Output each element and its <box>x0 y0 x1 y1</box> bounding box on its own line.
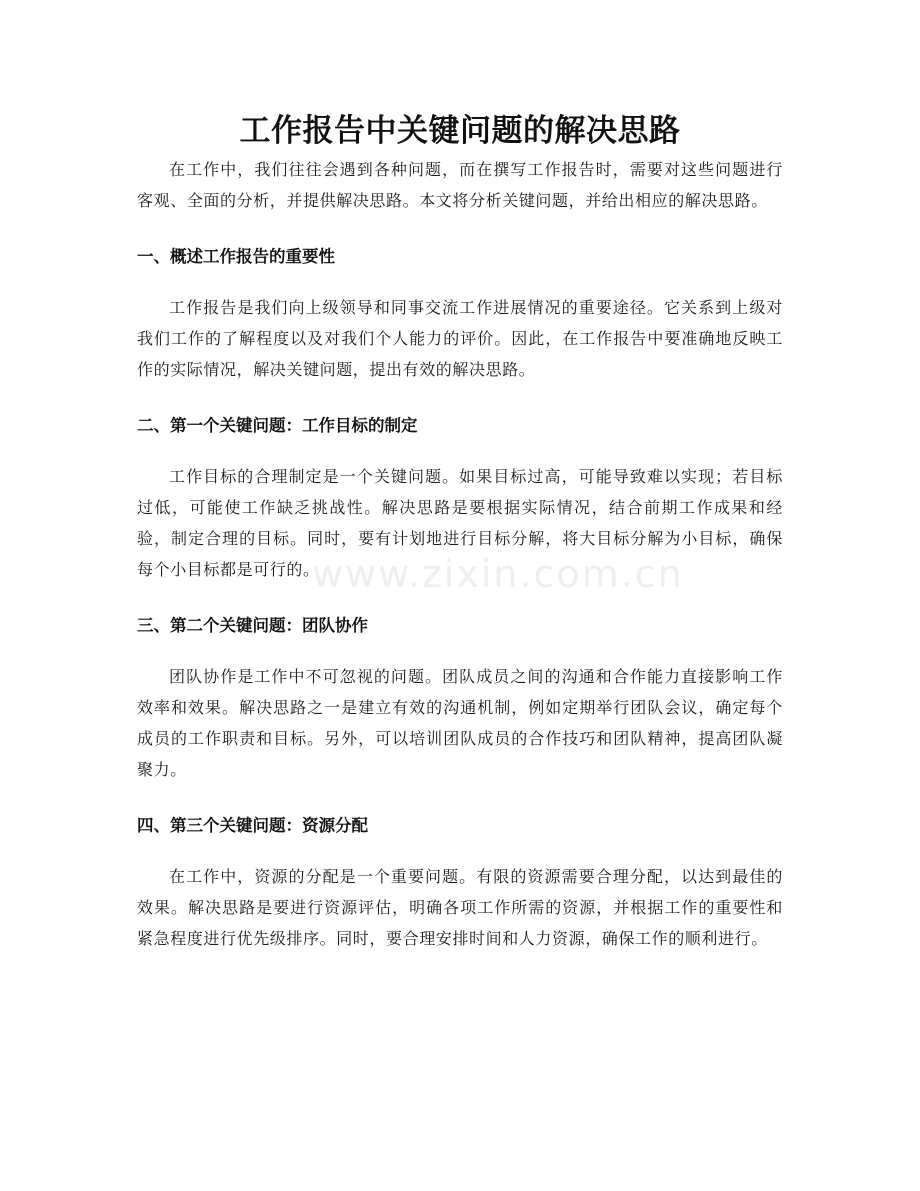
document-title: 工作报告中关键问题的解决思路 <box>239 113 681 149</box>
section-body: 团队协作是工作中不可忽视的问题。团队成员之间的沟通和合作能力直接影响工作效率和效果。解决思路之一是建立有效的沟通机制，例如定期举行团队会议，确定每个成员的工作职责和目标。另外，可以培训团队成员的合作技巧和团队精神，提高团队凝聚力。 <box>137 667 783 779</box>
section-body: 工作目标的合理制定是一个关键问题。如果目标过高，可能导致难以实现；若目标过低，可能使工作缺乏挑战性。解决思路是要根据实际情况，结合前期工作成果和经验，制定合理的目标。同时，要有计划地进行目标分解，将大目标分解为小目标，确保每个小目标都是可行的。 <box>137 467 783 579</box>
section-3 <box>137 612 783 785</box>
intro-paragraph: 在工作中，我们往往会遇到各种问题，而在撰写工作报告时，需要对这些问题进行客观、全面的分析，并提供解决思路。本文将分析关键问题，并给出相应的解决思路。 <box>137 160 783 210</box>
watermark-text: www.zixin.com.cn <box>312 552 684 596</box>
section-heading: 二、第一个关键问题：工作目标的制定 <box>137 416 418 435</box>
section-1 <box>137 243 783 385</box>
section-heading: 四、第三个关键问题：资源分配 <box>137 816 368 835</box>
section-2 <box>137 412 783 585</box>
section-heading: 一、概述工作报告的重要性 <box>137 247 335 266</box>
section-4 <box>137 812 783 954</box>
section-heading: 三、第二个关键问题：团队协作 <box>137 616 368 635</box>
section-body: 在工作中，资源的分配是一个重要问题。有限的资源需要合理分配，以达到最佳的效果。解决思路是要进行资源评估，明确各项工作所需的资源，并根据工作的重要性和紧急程度进行优先级排序。同时，要合理安排时间和人力资源，确保工作的顺利进行。 <box>137 867 783 948</box>
section-body: 工作报告是我们向上级领导和同事交流工作进展情况的重要途径。它关系到上级对我们工作的了解程度以及对我们个人能力的评价。因此，在工作报告中要准确地反映工作的实际情况，解决关键问题，提出有效的解决思路。 <box>137 298 783 379</box>
